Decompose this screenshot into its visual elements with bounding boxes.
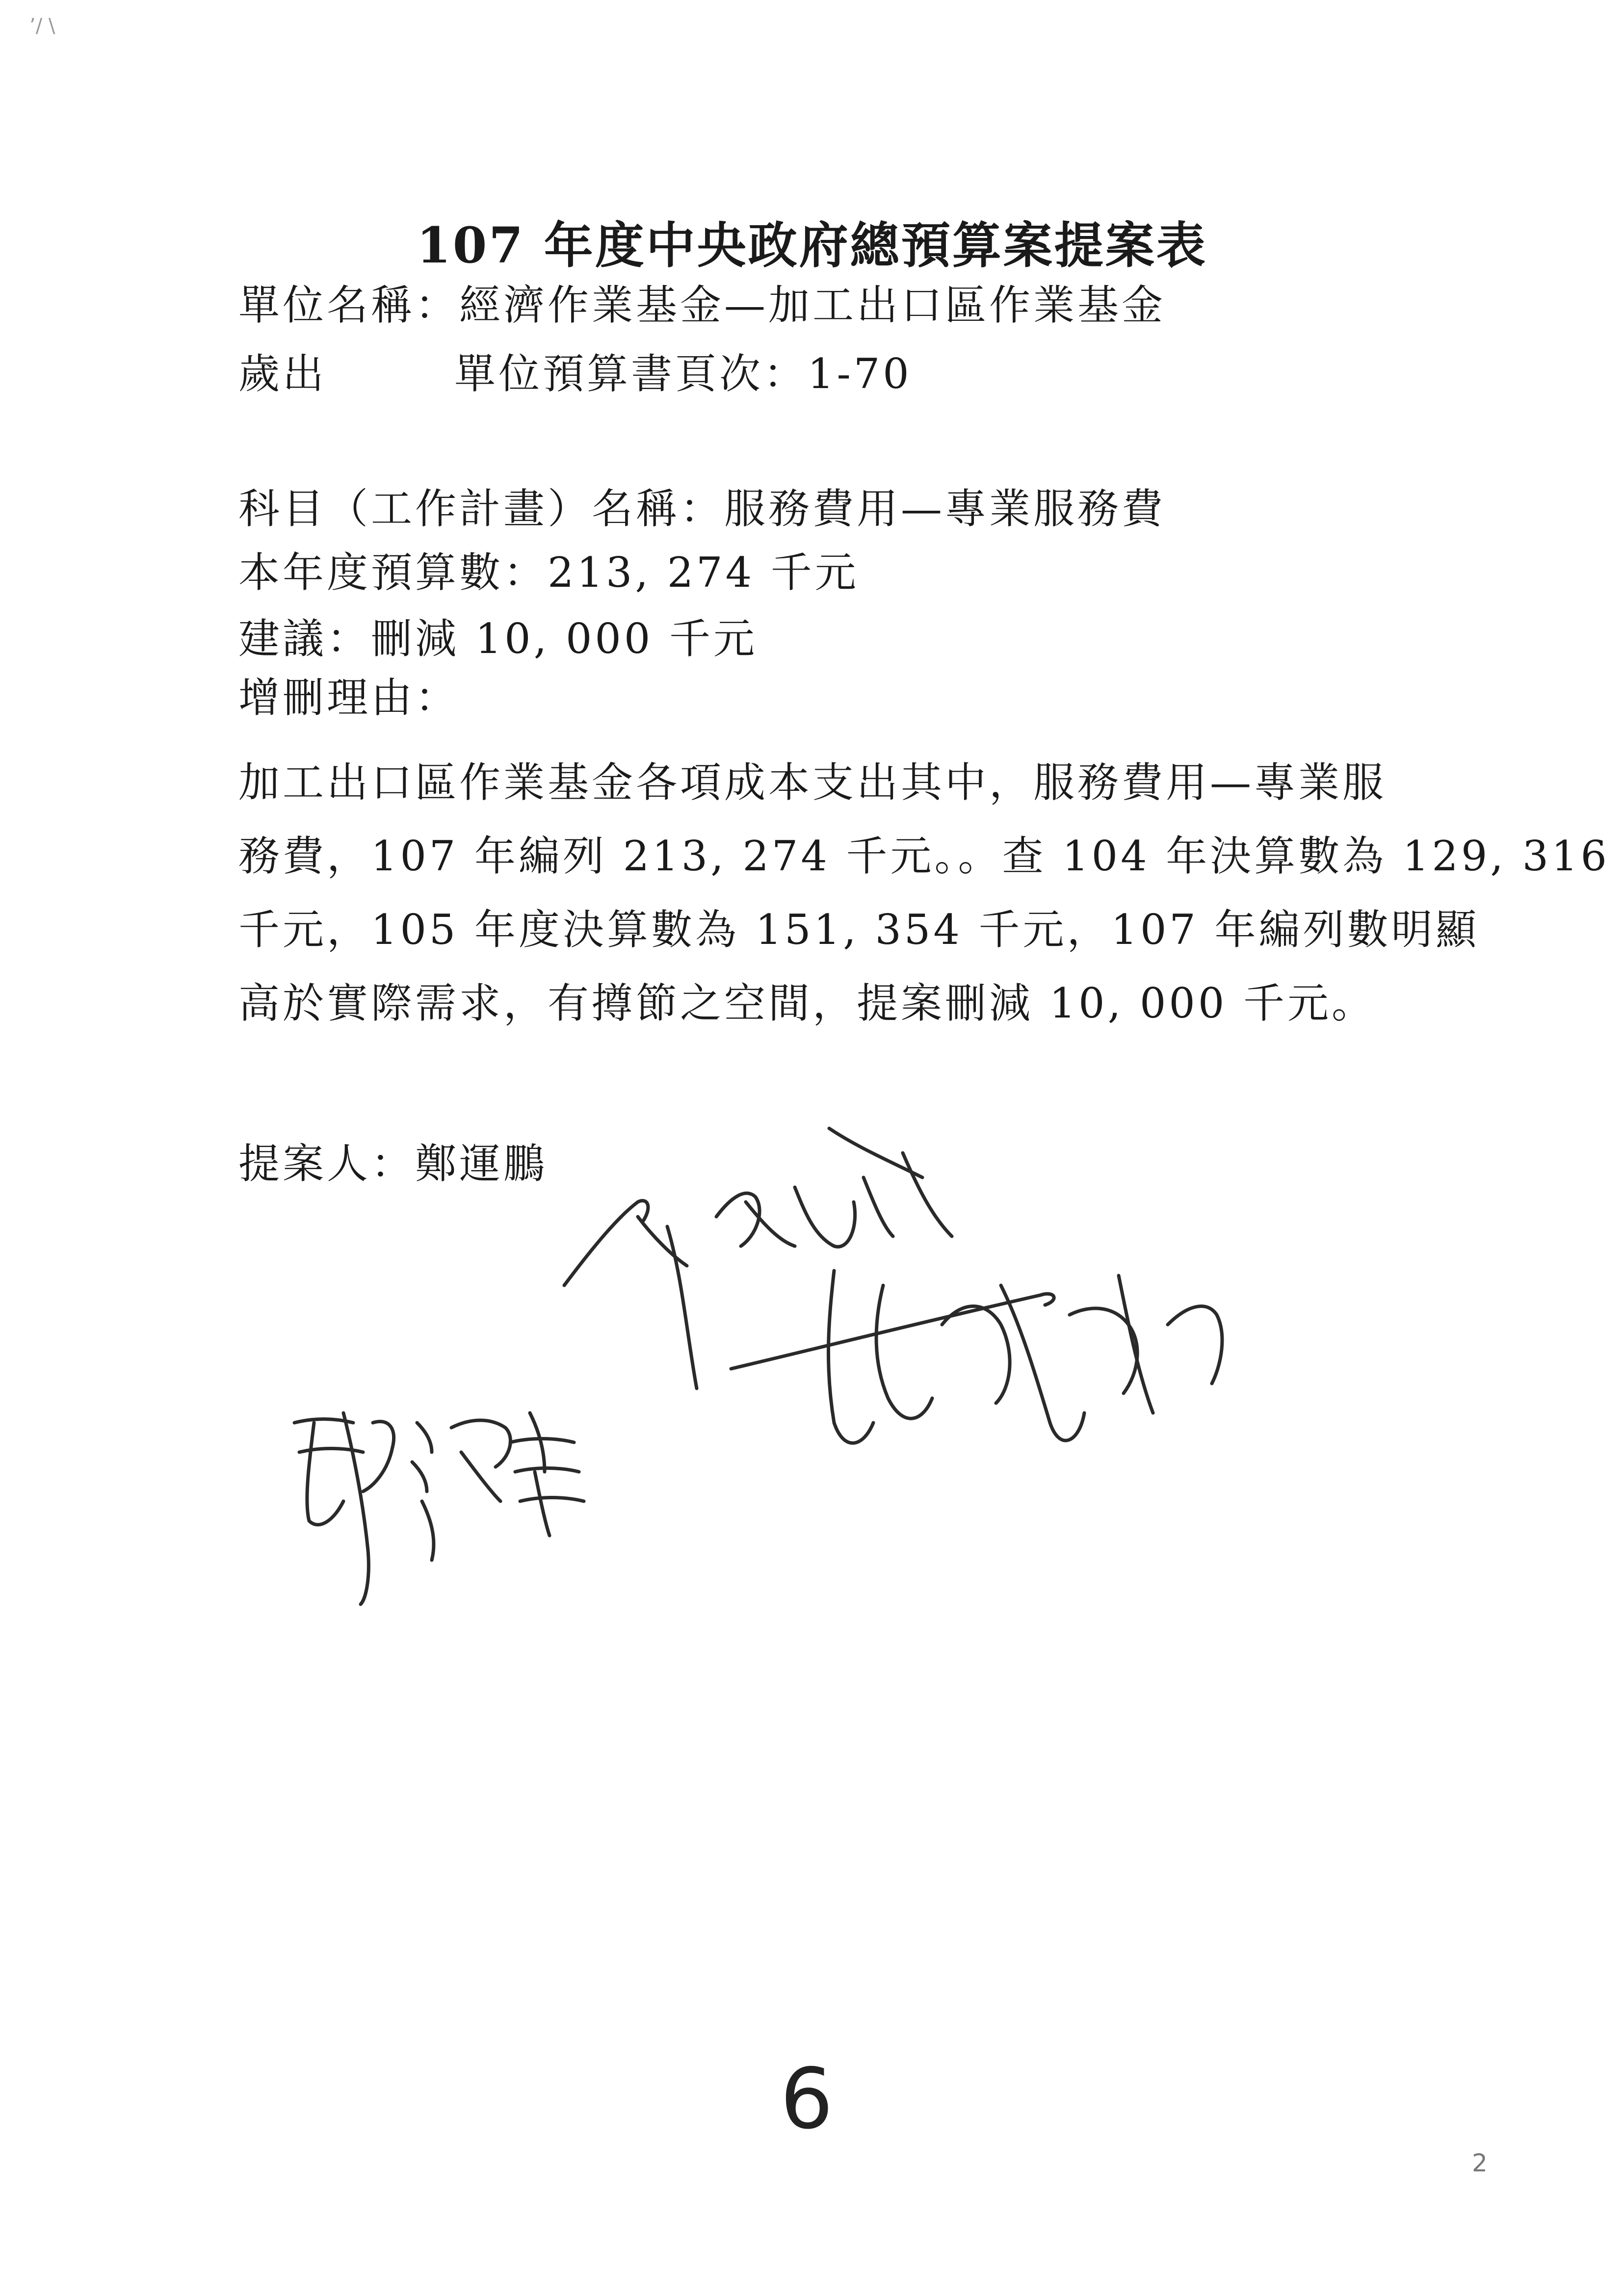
category-label: 歲出 bbox=[238, 350, 327, 398]
scan-mark: ʼ/ \ bbox=[29, 15, 55, 37]
corner-mark: 2 bbox=[1472, 2149, 1488, 2177]
page-reference: 單位預算書頁次：1-70 bbox=[454, 350, 912, 398]
budget-line: 本年度預算數：213, 274 千元 bbox=[238, 548, 859, 597]
suggestion-line: 建議：刪減 10, 000 千元 bbox=[238, 615, 758, 663]
reason-line: 千元，105 年度決算數為 151, 354 千元，107 年編列數明顯 bbox=[238, 906, 1480, 954]
document-title: 107 年度中央政府總預算案提案表 bbox=[417, 216, 1207, 274]
signature-upper bbox=[564, 1128, 952, 1388]
subject-line: 科目（工作計畫）名稱：服務費用—專業服務費 bbox=[238, 485, 1166, 533]
reason-line: 務費，107 年編列 213, 274 千元。。查 104 年決算數為 129, 316 bbox=[238, 832, 1610, 880]
reason-line: 高於實際需求，有撙節之空間，提案刪減 10, 000 千元。 bbox=[238, 979, 1376, 1027]
reason-line: 加工出口區作業基金各項成本支出其中，服務費用—專業服 bbox=[238, 758, 1387, 807]
signature-left bbox=[294, 1413, 584, 1604]
page-number: 6 bbox=[780, 2051, 834, 2148]
proposer-line: 提案人：鄭運鵬 bbox=[238, 1140, 548, 1188]
reason-label: 增刪理由： bbox=[238, 674, 460, 722]
signature-right bbox=[731, 1271, 1222, 1443]
unit-name: 單位名稱：經濟作業基金—加工出口區作業基金 bbox=[238, 281, 1166, 329]
